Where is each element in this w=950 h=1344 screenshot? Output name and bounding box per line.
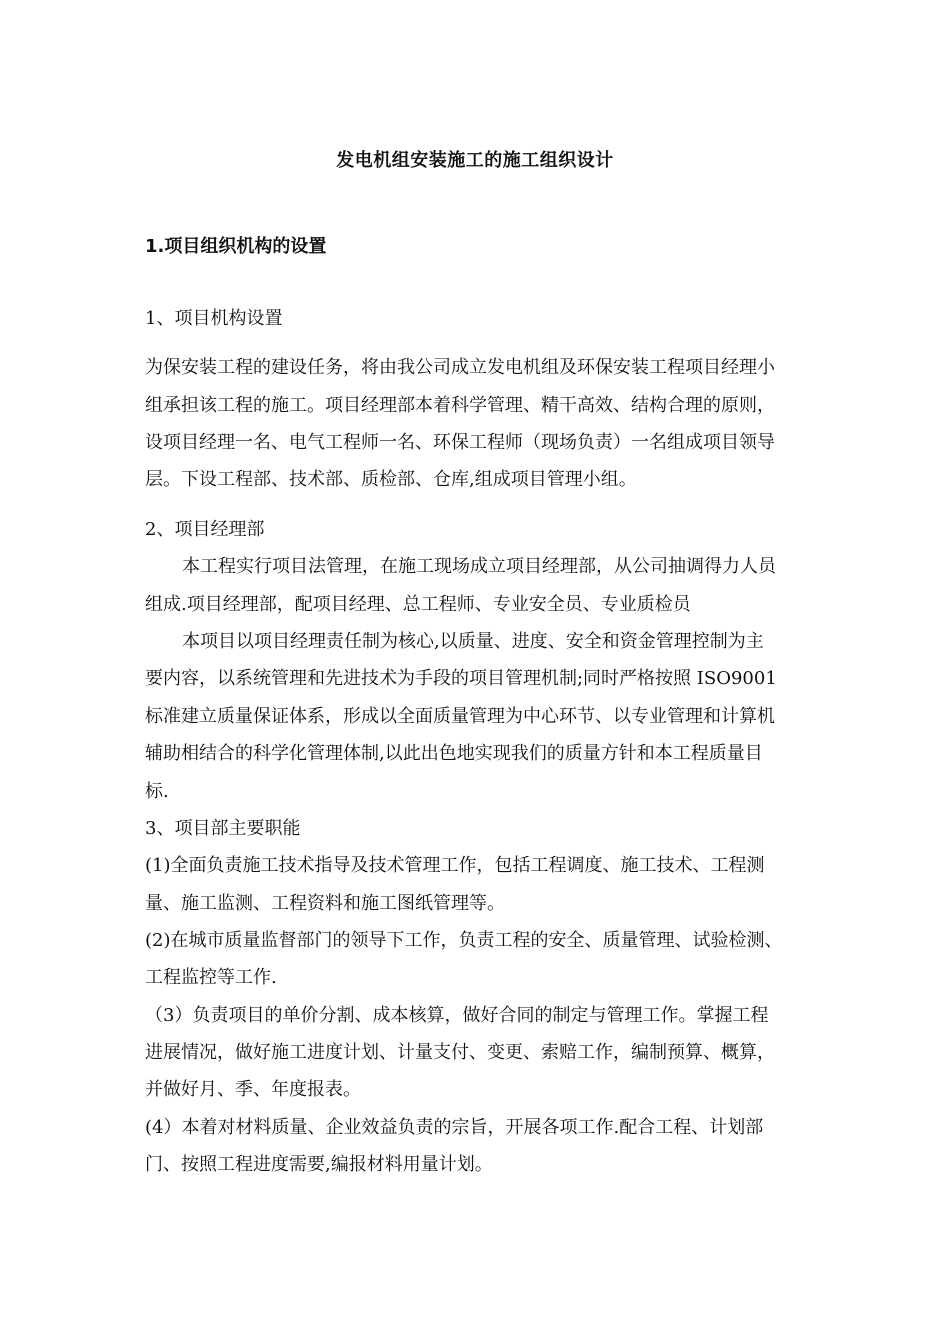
list-item-line: 量、施工监测、工程资料和施工图纸管理等。 <box>145 893 505 914</box>
list-item-line: （3）负责项目的单价分割、成本核算，做好合同的制定与管理工作。掌握工程 <box>145 1005 769 1026</box>
list-item-line: 进展情况，做好施工进度计划、计量支付、变更、索赔工作，编制预算、概算， <box>145 1042 775 1063</box>
paragraph-line: 为保安装工程的建设任务，将由我公司成立发电机组及环保安装工程项目经理小 <box>145 357 775 378</box>
paragraph-line: 组成.项目经理部，配项目经理、总工程师、专业安全员、专业质检员 <box>145 594 691 615</box>
paragraph-line: 本工程实行项目法管理，在施工现场成立项目经理部，从公司抽调得力人员 <box>182 556 776 577</box>
paragraph-line: 要内容，以系统管理和先进技术为手段的项目管理机制;同时严格按照 ISO9001 <box>145 668 777 689</box>
subsection-heading: 2、项目经理部 <box>145 519 265 540</box>
list-item-line: (4）本着对材料质量、企业效益负责的宗旨，开展各项工作.配合工程、计划部 <box>145 1117 764 1138</box>
subsection-heading: 3、项目部主要职能 <box>145 818 301 839</box>
list-item-line: (2)在城市质量监督部门的领导下工作，负责工程的安全、质量管理、试验检测、 <box>145 930 783 951</box>
paragraph-line: 本项目以项目经理责任制为核心,以质量、进度、安全和资金管理控制为主 <box>182 631 764 652</box>
paragraph-line: 标. <box>145 781 169 802</box>
list-item-line: 门、按照工程进度需要,编报材料用量计划。 <box>145 1154 493 1175</box>
paragraph-line: 标准建立质量保证体系，形成以全面质量管理为中心环节、以专业管理和计算机 <box>145 706 775 727</box>
list-item-line: (1)全面负责施工技术指导及技术管理工作，包括工程调度、施工技术、工程测 <box>145 855 765 876</box>
section-heading: 1.项目组织机构的设置 <box>145 236 327 257</box>
paragraph-line: 组承担该工程的施工。项目经理部本着科学管理、精干高效、结构合理的原则， <box>145 395 775 416</box>
paragraph-line: 设项目经理一名、电气工程师一名、环保工程师（现场负责）一名组成项目领导 <box>145 432 775 453</box>
paragraph-line: 辅助相结合的科学化管理体制,以此出色地实现我们的质量方针和本工程质量目 <box>145 743 763 764</box>
list-item-line: 并做好月、季、年度报表。 <box>145 1079 361 1100</box>
document-title: 发电机组安装施工的施工组织设计 <box>336 150 614 171</box>
paragraph-line: 层。下设工程部、技术部、质检部、仓库,组成项目管理小组。 <box>145 469 637 490</box>
list-item-line: 工程监控等工作. <box>145 967 277 988</box>
subsection-heading: 1、项目机构设置 <box>145 308 283 329</box>
